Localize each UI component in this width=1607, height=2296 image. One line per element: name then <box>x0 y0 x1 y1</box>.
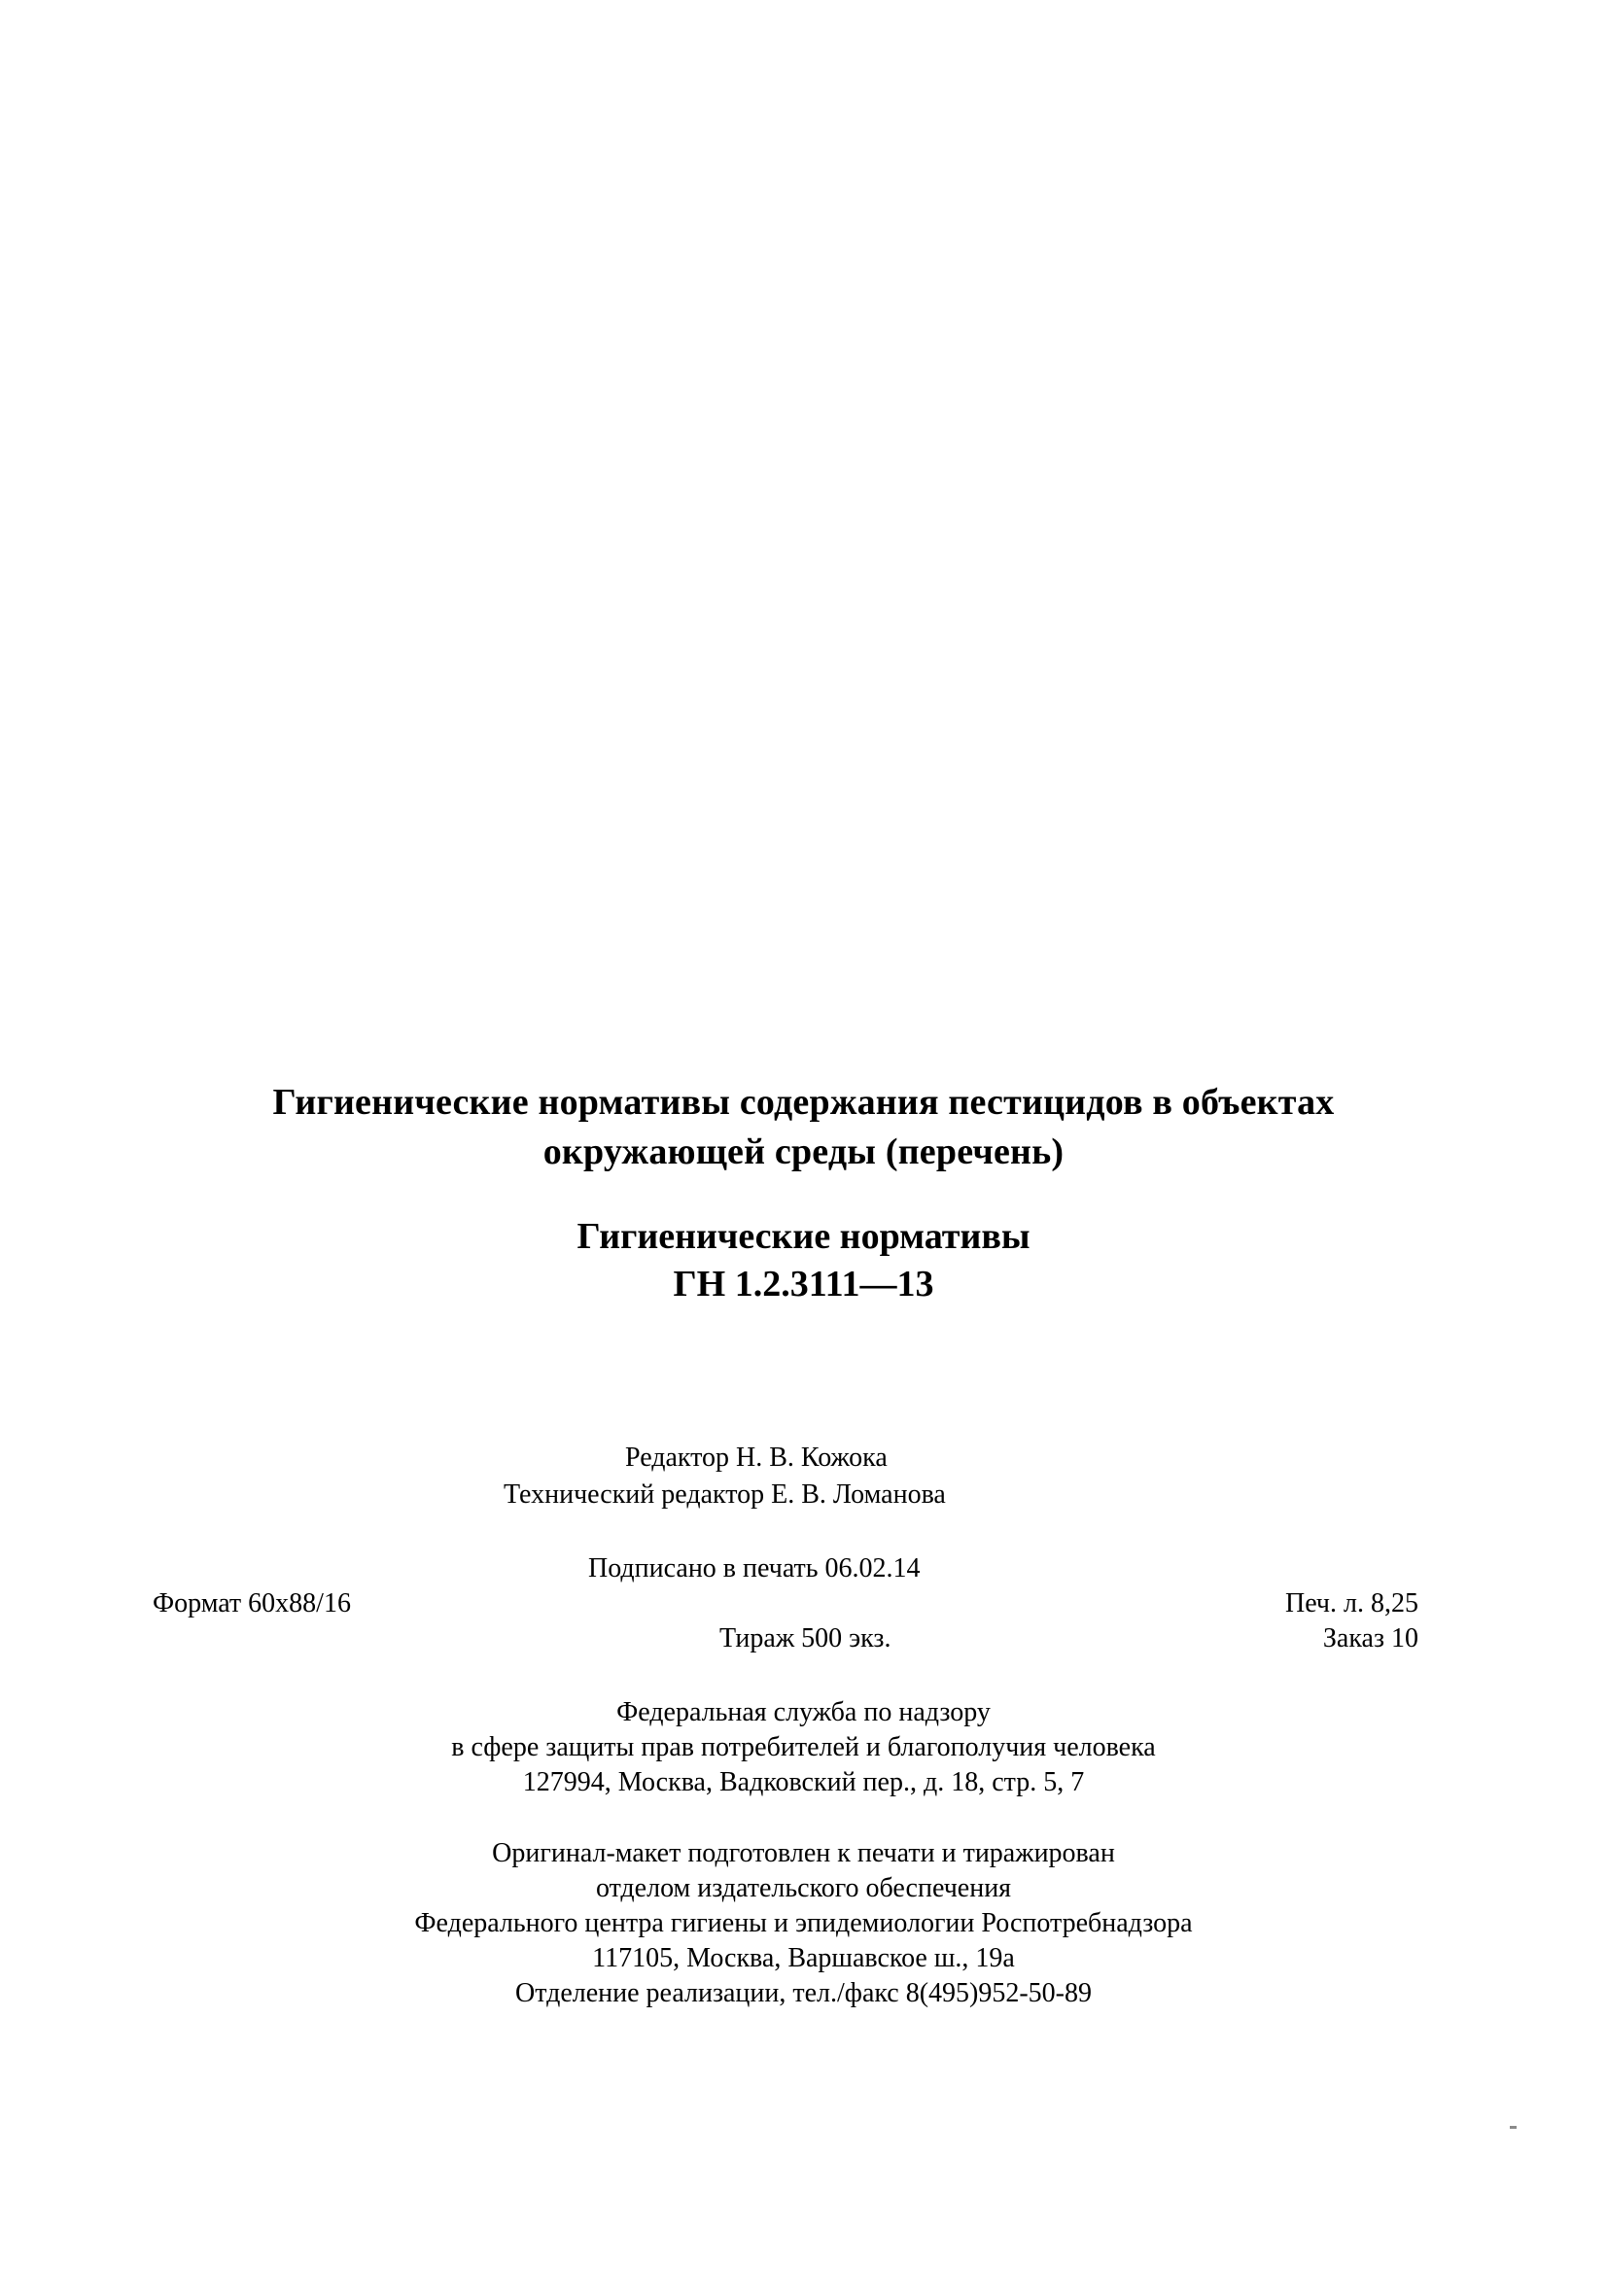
editor-credit: Редактор Н. В. Кожока <box>625 1443 888 1473</box>
signed-to-print: Подписано в печать 06.02.14 <box>588 1553 921 1583</box>
publisher-line-2: в сфере защиты прав потребителей и благополучия человека <box>451 1732 1156 1762</box>
document-title-line-1: Гигиенические нормативы содержания пестицидов в объектах <box>272 1082 1335 1123</box>
order-number: Заказ 10 <box>1322 1623 1418 1653</box>
production-line-3: Федерального центра гигиены и эпидемиологии Роспотребнадзора <box>414 1908 1193 1938</box>
tech-editor-credit: Технический редактор Е. В. Ломанова <box>504 1479 946 1510</box>
document-title-line-2: окружающей среды (перечень) <box>542 1131 1065 1172</box>
production-address: 117105, Москва, Варшавское ш., 19а <box>592 1943 1015 1973</box>
production-line-2: отделом издательского обеспечения <box>595 1873 1012 1903</box>
publisher-address: 127994, Москва, Вадковский пер., д. 18, стр. 5, 7 <box>522 1767 1085 1797</box>
sales-contact: Отделение реализации, тел./факс 8(495)952-50-89 <box>514 1978 1093 2008</box>
printed-sheets: Печ. л. 8,25 <box>1284 1588 1418 1618</box>
standard-code: ГН 1.2.3111—13 <box>673 1264 934 1305</box>
print-format: Формат 60х88/16 <box>153 1588 351 1618</box>
standard-type: Гигиенические нормативы <box>576 1216 1031 1257</box>
print-run: Тираж 500 экз. <box>719 1623 891 1653</box>
production-line-1: Оригинал-макет подготовлен к печати и тиражирован <box>492 1838 1115 1868</box>
publisher-line-1: Федеральная служба по надзору <box>616 1697 991 1727</box>
scan-speck <box>1510 2126 1517 2129</box>
